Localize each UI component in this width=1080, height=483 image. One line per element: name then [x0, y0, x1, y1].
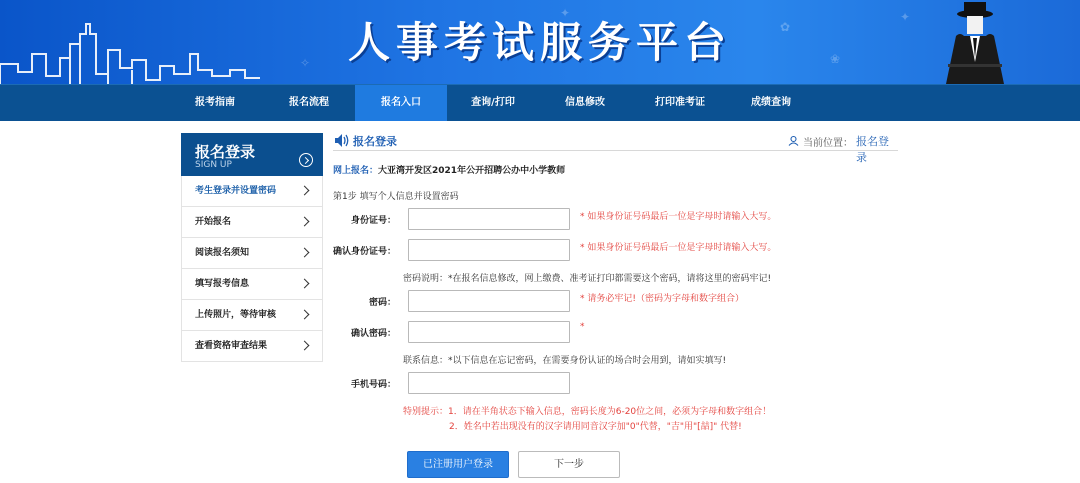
- special-notice-2: 2．姓名中若出现没有的汉字请用同音汉字加"0"代替，"吉"用"[喆]" 代替!: [449, 422, 742, 432]
- next-step-button[interactable]: 下一步: [518, 451, 620, 478]
- platform-title: 人事考试服务平台: [347, 18, 732, 67]
- nav-item-signup-entry[interactable]: 报名入口: [355, 85, 447, 121]
- decoration-icon: ❀: [830, 52, 841, 66]
- nav-item-score-query[interactable]: 成绩查询: [751, 97, 791, 108]
- password-confirm-hint: *: [580, 322, 585, 332]
- decoration-icon: ✦: [560, 6, 571, 20]
- password-hint: * 请务必牢记!（密码为字母和数字组合）: [580, 294, 744, 304]
- sidebar-header: [181, 133, 323, 176]
- page-title: 报名登录: [353, 135, 397, 148]
- id-confirm-label: 确认身份证号：: [332, 247, 396, 257]
- contact-note: 联系信息：*以下信息在忘记密码，在需要身份认证的场合时会用到，请如实填写!: [403, 356, 727, 366]
- step-description: 第1步 填写个人信息并设置密码: [333, 192, 459, 202]
- mascot-figure-icon: [940, 2, 1010, 84]
- sidebar-item-start-signup[interactable]: [181, 207, 323, 238]
- content-header: [333, 131, 898, 164]
- registered-login-button[interactable]: 已注册用户登录: [407, 451, 509, 478]
- sidebar-item-label: 填写报考信息: [195, 279, 250, 289]
- sidebar-item-label: 阅读报名须知: [195, 248, 250, 258]
- sidebar-item-label: 考生登录并设置密码: [195, 186, 277, 196]
- password-confirm-label: 确认密码：: [350, 329, 396, 339]
- sidebar-item-review-result[interactable]: [181, 331, 323, 362]
- special-notice-1: 特别提示：1．请在半角状态下输入信息，密码长度为6-20位之间，必须为字母和数字组合！: [403, 407, 772, 417]
- sidebar-item-label: 上传照片，等待审核: [195, 310, 277, 320]
- password-note: 密码说明：*在报名信息修改，网上缴费、准考证打印都需要这个密码，请将这里的密码牢记!: [403, 274, 772, 284]
- sidebar-item-label: 查看资格审查结果: [195, 341, 268, 351]
- decoration-icon: ✿: [780, 20, 791, 34]
- nav-item-process[interactable]: 报名流程: [289, 97, 329, 108]
- sidebar-item-read-notice[interactable]: [181, 238, 323, 269]
- location-person-icon: [788, 135, 799, 146]
- speaker-icon: [335, 134, 350, 147]
- header-banner: [0, 0, 1080, 84]
- id-number-input[interactable]: [408, 208, 570, 230]
- sidebar-item-login-set-password[interactable]: [181, 176, 323, 207]
- password-confirm-input[interactable]: [408, 321, 570, 343]
- chevron-right-icon: [300, 310, 310, 320]
- sidebar-item-fill-info[interactable]: [181, 269, 323, 300]
- id-number-label: 身份证号：: [350, 216, 396, 226]
- id-confirm-hint: * 如果身份证号码最后一位是字母时请输入大写。: [580, 243, 777, 253]
- breadcrumb-current[interactable]: 报名登录: [856, 135, 889, 164]
- chevron-right-icon: [300, 217, 310, 227]
- password-input[interactable]: [408, 290, 570, 312]
- sidebar-item-upload-photo[interactable]: [181, 300, 323, 331]
- arrow-circle-icon: [299, 153, 313, 167]
- main-nav: [0, 84, 1080, 121]
- decoration-icon: ✧: [300, 56, 311, 70]
- online-signup-label: 网上报名：: [333, 166, 379, 176]
- nav-item-query-print[interactable]: 查询/打印: [471, 97, 515, 108]
- chevron-right-icon: [300, 248, 310, 258]
- phone-input[interactable]: [408, 372, 570, 394]
- nav-item-guide[interactable]: 报考指南: [195, 97, 235, 108]
- decoration-icon: ✦: [900, 10, 911, 24]
- sidebar-item-label: 开始报名: [195, 217, 232, 227]
- chevron-right-icon: [300, 279, 310, 289]
- password-label: 密码：: [368, 298, 396, 308]
- online-signup-value: 大亚湾开发区2021年公开招聘公办中小学教师: [378, 166, 566, 176]
- nav-item-info-modify[interactable]: 信息修改: [565, 97, 605, 108]
- id-number-hint: * 如果身份证号码最后一位是字母时请输入大写。: [580, 212, 777, 222]
- sidebar-title: 报名登录: [195, 143, 256, 161]
- exam-title: [333, 163, 565, 176]
- sidebar: [181, 133, 323, 362]
- chevron-right-icon: [300, 186, 310, 196]
- id-confirm-input[interactable]: [408, 239, 570, 261]
- sidebar-subtitle: SIGN UP: [195, 160, 232, 170]
- nav-item-print-admission[interactable]: 打印准考证: [655, 97, 705, 108]
- breadcrumb-label: 当前位置：: [803, 138, 853, 149]
- chevron-right-icon: [300, 341, 310, 351]
- phone-label: 手机号码：: [350, 380, 396, 390]
